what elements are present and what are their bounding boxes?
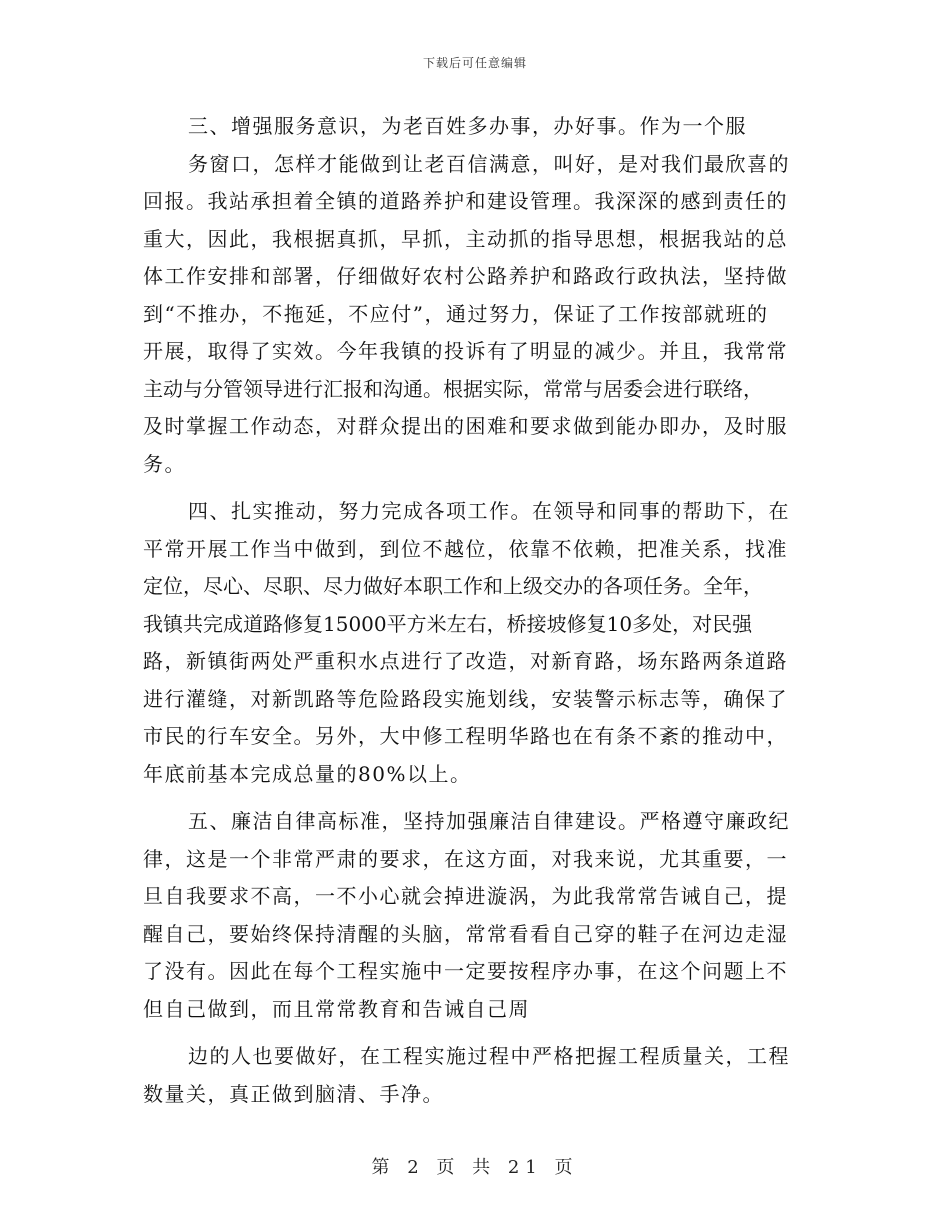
paragraph-line: 旦自我要求不高，一不小心就会掉进漩涡，为此我常常告诫自己，提	[143, 884, 788, 908]
paragraph-line: 主动与分管领导进行汇报和沟通。根据实际，常常与居委会进行联络，	[143, 376, 763, 401]
paragraph-line: 路，新镇街两处严重积水点进行了改造，对新育路，场东路两条道路	[143, 649, 788, 673]
paragraph-line: 醒自己，要始终保持清醒的头脑，常常看看自己穿的鞋子在河边走湿	[143, 921, 788, 946]
paragraph-line: 重大，因此，我根据真抓，早抓，主动抓的指导思想，根据我站的总	[143, 226, 788, 251]
paragraph-line: 五、廉洁自律高标准，坚持加强廉洁自律建设。严格遵守廉政纪	[188, 809, 790, 833]
paragraph-line: 但自己做到，而且常常教育和告诫自己周	[143, 996, 530, 1021]
paragraph-line: 到“不推办，不拖延，不应付”，通过努力，保证了工作按部就班的	[143, 301, 769, 326]
document-body	[143, 108, 808, 1113]
paragraph-line: 务窗口，怎样才能做到让老百信满意，叫好，是对我们最欣喜的	[188, 151, 790, 176]
paragraph-line: 体工作安排和部署，仔细做好农村公路养护和路政行政执法，坚持做	[143, 264, 788, 288]
header-note: 下载后可任意编辑	[422, 56, 527, 70]
paragraph-line: 四、扎实推动，努力完成各项工作。在领导和同事的帮助下，在	[188, 499, 790, 523]
paragraph-line: 数量关，真正做到脑清、手净。	[143, 1081, 444, 1106]
paragraph-line: 平常开展工作当中做到，到位不越位，依靠不依赖，把准关系，找准	[143, 536, 788, 561]
paragraph-line: 市民的行车安全。另外，大中修工程明华路也在有条不紊的推动中，	[143, 724, 788, 748]
paragraph-line: 回报。我站承担着全镇的道路养护和建设管理。我深深的感到责任的	[143, 189, 788, 213]
paragraph-line: 我镇共完成道路修复15000平方米左右，桥接坡修复10多处，对民强	[143, 611, 753, 636]
paragraph-line: 三、增强服务意识，为老百姓多办事，办好事。作为一个服	[188, 114, 747, 138]
paragraph-line: 了没有。因此在每个工程实施中一定要按程序办事，在这个问题上不	[143, 959, 788, 983]
paragraph-line: 边的人也要做好，在工程实施过程中严格把握工程质量关，工程	[188, 1044, 790, 1068]
paragraph-line: 进行灌缝，对新凯路等危险路段实施划线，安装警示标志等，确保了	[143, 686, 788, 711]
paragraph-line: 律，这是一个非常严肃的要求，在这方面，对我来说，尤其重要，一	[143, 846, 788, 871]
paragraph-line: 定位，尽心、尽职、尽力做好本职工作和上级交办的各项任务。全年，	[143, 574, 763, 598]
paragraph-line: 开展，取得了实效。今年我镇的投诉有了明显的减少。并且，我常常	[143, 339, 788, 363]
paragraph-line: 年底前基本完成总量的80%以上。	[143, 761, 472, 786]
paragraph-line: 及时掌握工作动态，对群众提出的困难和要求做到能办即办，及时服	[143, 414, 788, 438]
page-number-footer: 第 2 页 共 21 页	[371, 1157, 579, 1178]
paragraph-line: 务。	[143, 451, 186, 476]
